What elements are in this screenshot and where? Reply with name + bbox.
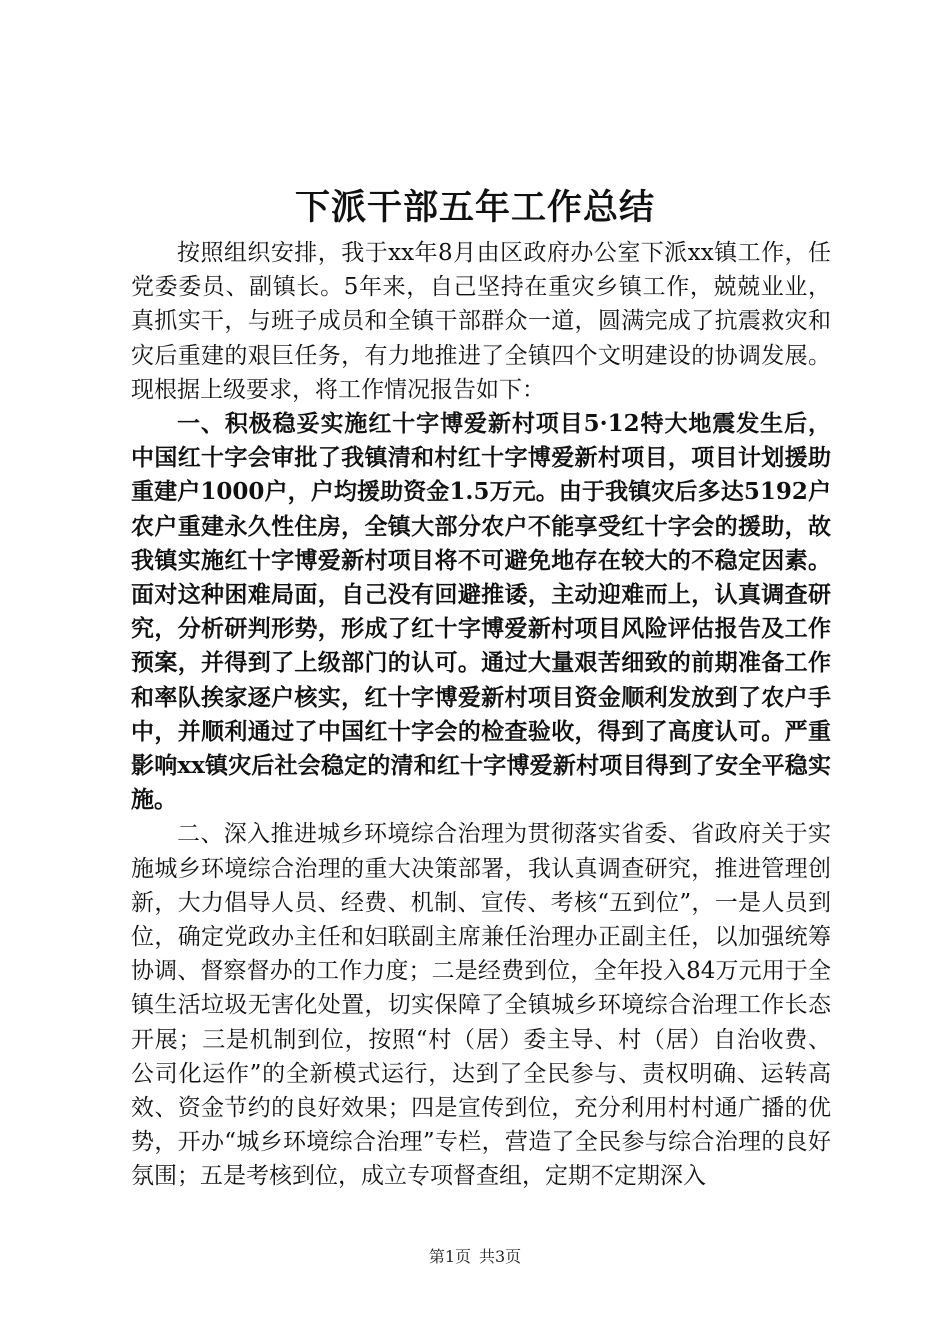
paragraph-intro: 按照组织安排，我于xx年8月由区政府办公室下派xx镇工作，任党委委员、副镇长。5年来，自己坚持在重灾乡镇工作，兢兢业业，真抓实干，与班子成员和全镇干部群众一道，圆满完成了抗震救灾和灾后重建的艰巨任务，有力地推进了全镇四个文明建设的协调发展。现根据上级要求，将工作情况报告如下： (131, 240, 831, 403)
page-number: 第1页 (428, 1247, 471, 1266)
page-footer (0, 1244, 950, 1267)
document-body (131, 236, 831, 1194)
page-total: 共3页 (479, 1247, 522, 1266)
paragraph-section-one: 一、积极稳妥实施红十字博爱新村项目5·12特大地震发生后，中国红十字会审批了我镇清和村红十字博爱新村项目，项目计划援助重建户1000户，户均援助资金1.5万元。由于我镇灾后多达5192户农户重建永久性住房，全镇大部分农户不能享受红十字会的援助，故我镇实施红十字博爱新村项目将不可避免地存在较大的不稳定因素。面对这种困难局面，自己没有回避推诿，主动迎难而上，认真调查研究，分析研判形势，形成了红十字博爱新村项目风险评估报告及工作预案，并得到了上级部门的认可。通过大量艰苦细致的前期准备工作和率队挨家逐户核实，红十字博爱新村项目资金顺利发放到了农户手中，并顺利通过了中国红十字会的检查验收，得到了高度认可。严重影响xx镇灾后社会稳定的清和红十字博爱新村项目得到了安全平稳实施。 (131, 410, 831, 814)
document-title: 下派干部五年工作总结 (294, 187, 655, 228)
paragraph-section-two: 二、深入推进城乡环境综合治理为贯彻落实省委、省政府关于实施城乡环境综合治理的重大决策部署，我认真调查研究，推进管理创新，大力倡导人员、经费、机制、宣传、考核“五到位”，一是人员到位，确定党政办主任和妇联副主席兼任治理办正副主任，以加强统筹协调、督察督办的工作力度；二是经费到位，全年投入84万元用于全镇生活垃圾无害化处置，切实保障了全镇城乡环境综合治理工作长态开展；三是机制到位，按照“村（居）委主导、村（居）自治收费、公司化运作”的全新模式运行，达到了全民参与、责权明确、运转高效、资金节约的良好效果；四是宣传到位，充分利用村村通广播的优势，开办“城乡环境综合治理”专栏，营造了全民参与综合治理的良好氛围；五是考核到位，成立专项督查组，定期不定期深入 (131, 821, 831, 1190)
